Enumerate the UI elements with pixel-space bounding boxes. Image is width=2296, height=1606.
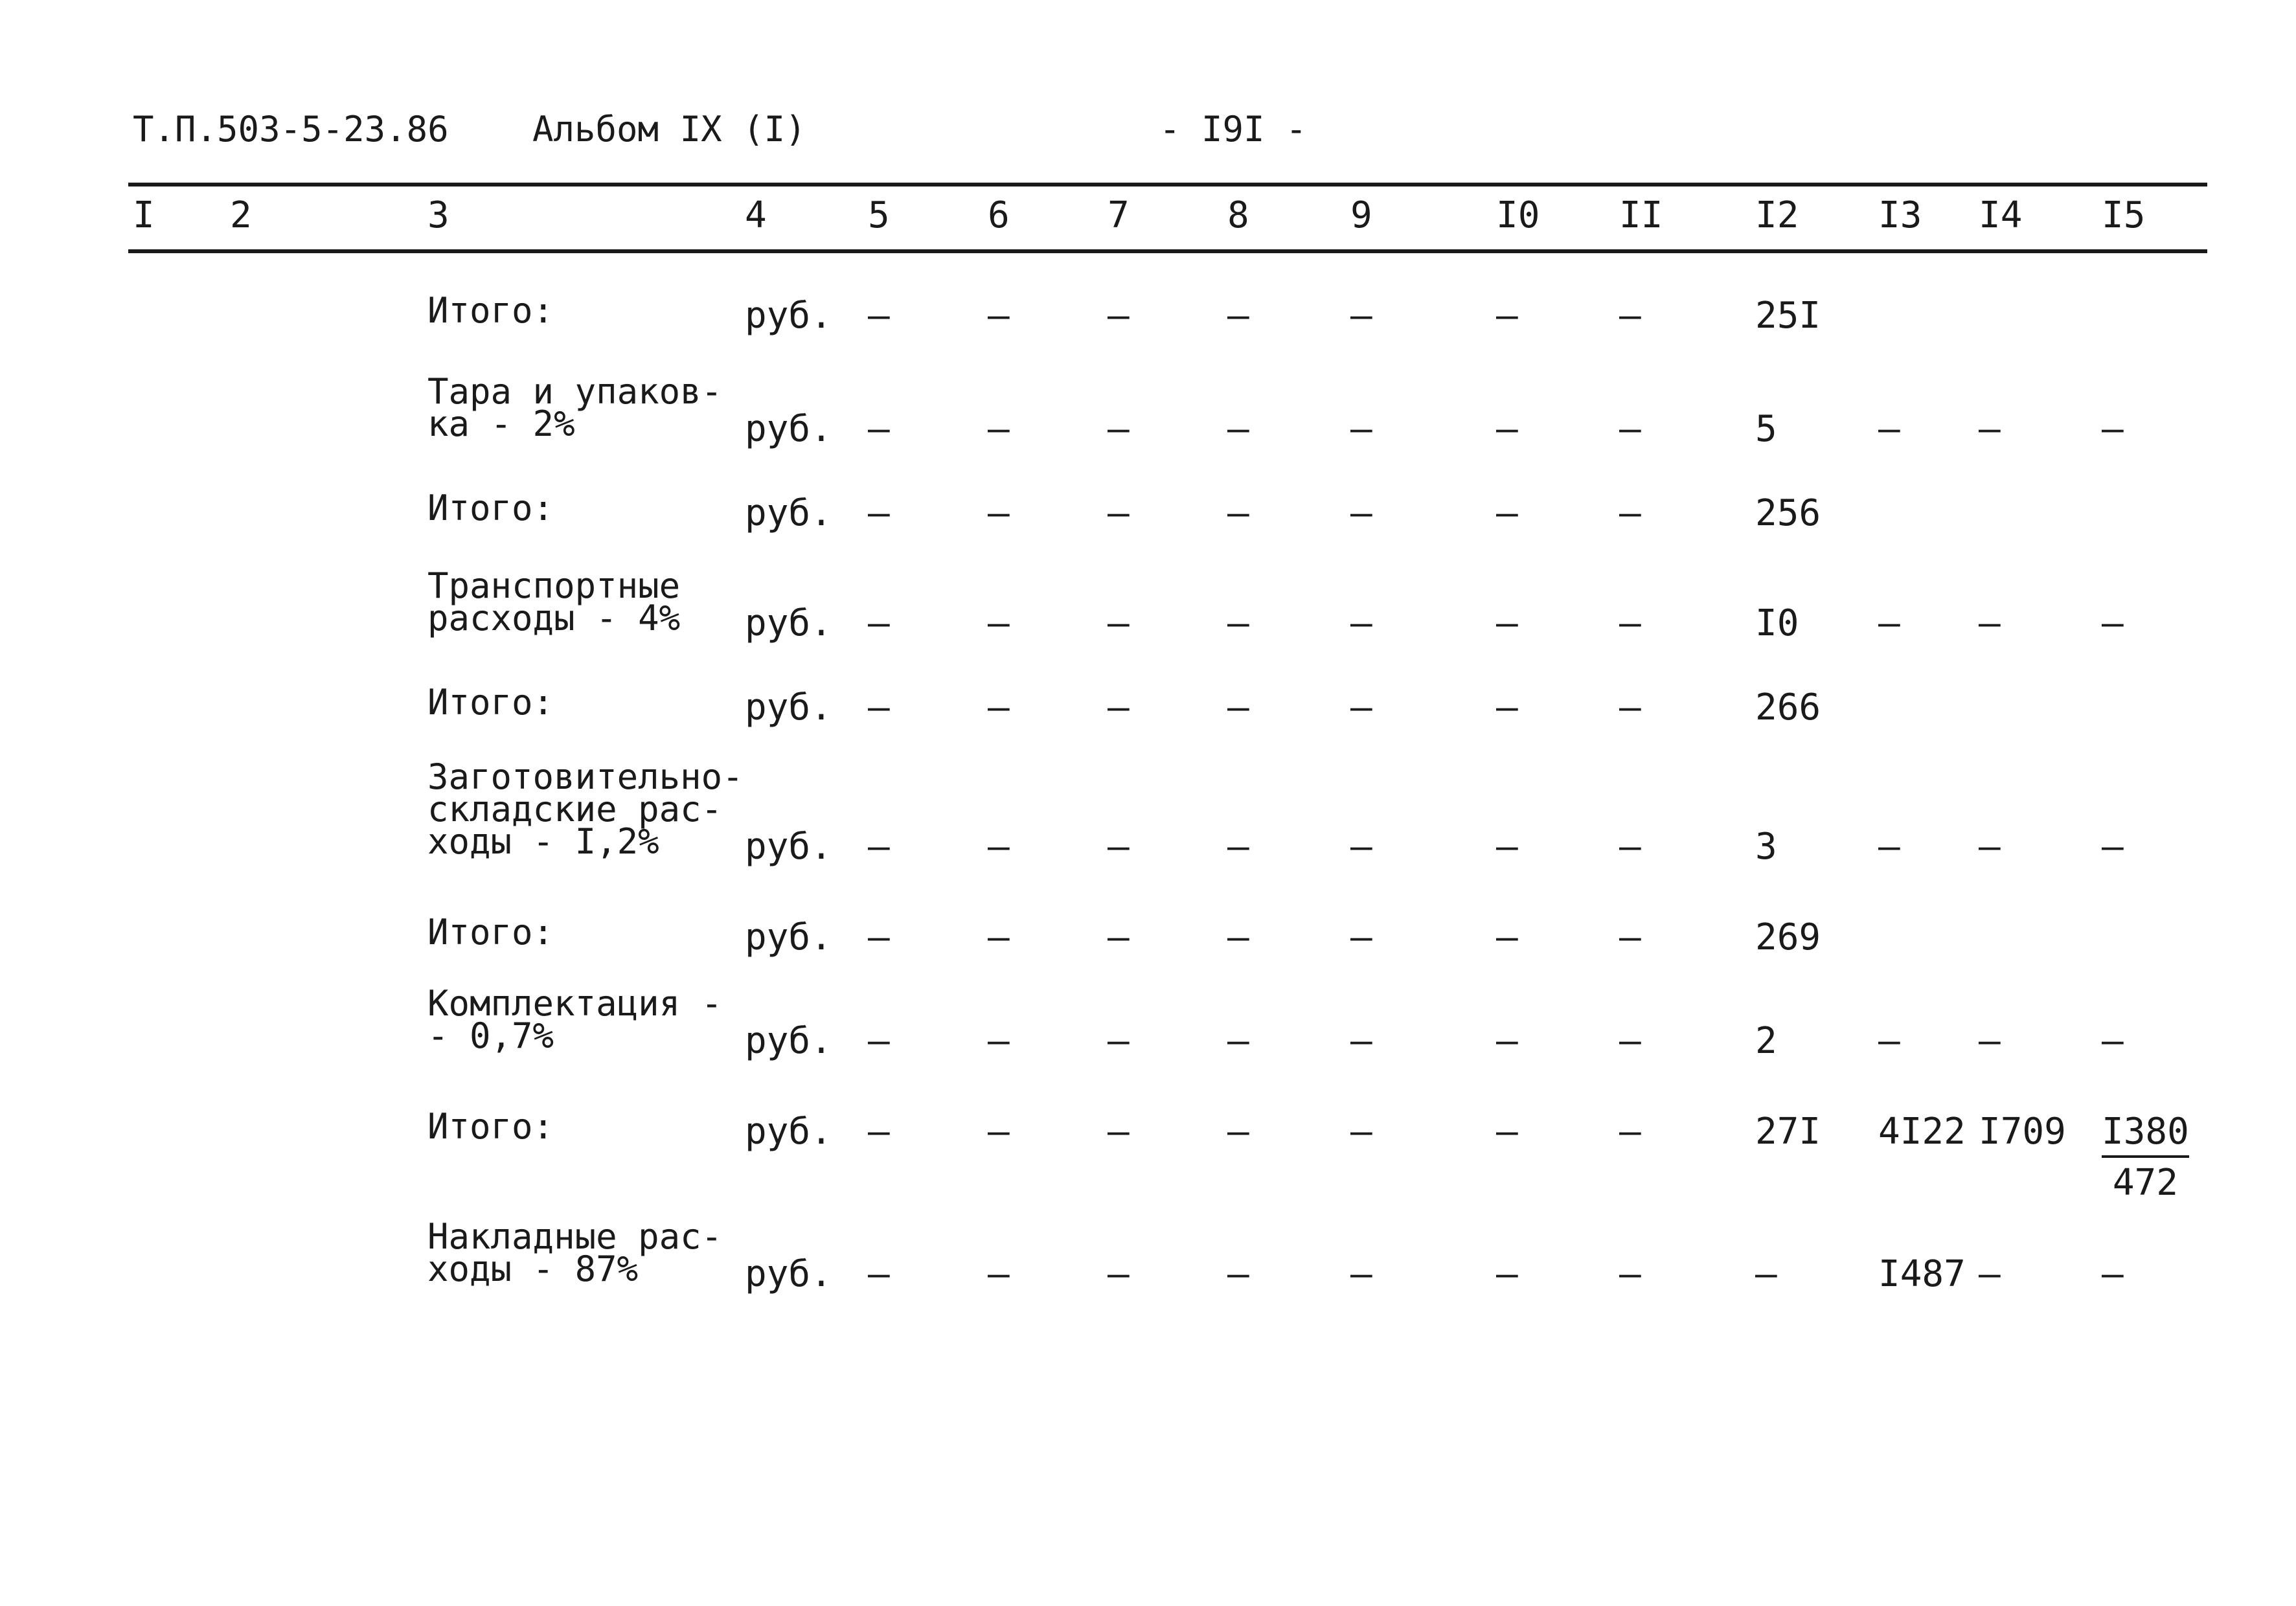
- cell-col-6: –: [988, 1020, 1010, 1062]
- cell-col-15: –: [2102, 1020, 2124, 1062]
- cell-col-11: –: [1619, 492, 1641, 534]
- cell-col-15: –: [2102, 602, 2124, 644]
- cell-col-7: –: [1108, 1111, 1130, 1153]
- cell-col-12: 5: [1755, 408, 1777, 450]
- cell-col-10: –: [1496, 1111, 1518, 1153]
- cell-col-7: –: [1108, 492, 1130, 534]
- cell-col-10: –: [1496, 686, 1518, 729]
- cell-col-11: –: [1619, 686, 1641, 729]
- document-code: Т.П.503-5-23.86: [133, 109, 449, 150]
- cell-col-7: –: [1108, 826, 1130, 868]
- cell-col-13: I487: [1878, 1253, 1966, 1295]
- cell-col-15: –: [2102, 408, 2124, 450]
- row-description: Заготовительно- складские рас- ходы - I,2%: [427, 756, 744, 862]
- column-number-12: I2: [1755, 194, 1799, 236]
- unit-cell: руб.: [745, 1111, 832, 1153]
- cell-col-6: –: [988, 408, 1010, 450]
- fraction-denominator: 472: [2112, 1162, 2178, 1204]
- cell-col-14: –: [1979, 1020, 2001, 1062]
- cell-col-6: –: [988, 602, 1010, 644]
- cell-col-13: –: [1878, 1020, 1900, 1062]
- column-number-5: 5: [868, 194, 890, 236]
- cell-col-8: –: [1227, 408, 1249, 450]
- unit-cell: руб.: [745, 295, 832, 337]
- column-number-10: I0: [1496, 194, 1540, 236]
- cell-col-9: –: [1350, 602, 1372, 644]
- cell-col-9: –: [1350, 408, 1372, 450]
- row-description: Итого:: [427, 488, 554, 528]
- cell-col-15: –: [2102, 1253, 2124, 1295]
- cell-col-10: –: [1496, 1253, 1518, 1295]
- row-description: Тара и упаков- ка - 2%: [427, 371, 723, 444]
- row-description: Итого:: [427, 290, 554, 331]
- page-number: - I9I -: [1159, 109, 1307, 150]
- cell-col-8: –: [1227, 1111, 1249, 1153]
- unit-cell: руб.: [745, 686, 832, 729]
- cell-col-14: –: [1979, 1253, 2001, 1295]
- cell-col-6: –: [988, 686, 1010, 729]
- cell-col-5: –: [868, 492, 890, 534]
- cell-col-13: 4I22: [1878, 1111, 1966, 1153]
- cell-col-6: –: [988, 916, 1010, 958]
- cell-col-6: –: [988, 826, 1010, 868]
- row-description: Накладные рас- ходы - 87%: [427, 1216, 723, 1289]
- cell-col-14: –: [1979, 408, 2001, 450]
- cell-col-12: 266: [1755, 686, 1821, 729]
- cell-col-7: –: [1108, 408, 1130, 450]
- row-description: Комплектация - - 0,7%: [427, 983, 723, 1056]
- column-number-2: 2: [230, 194, 252, 236]
- table-top-rule: [128, 183, 2207, 187]
- column-number-1: I: [133, 194, 155, 236]
- unit-cell: руб.: [745, 826, 832, 868]
- unit-cell: руб.: [745, 1253, 832, 1295]
- album-label: Альбом IX (I): [532, 109, 806, 150]
- unit-cell: руб.: [745, 916, 832, 958]
- cell-col-12: 27I: [1755, 1111, 1821, 1153]
- cell-col-11: –: [1619, 826, 1641, 868]
- cell-col-14: –: [1979, 826, 2001, 868]
- unit-cell: руб.: [745, 602, 832, 644]
- cell-col-5: –: [868, 1253, 890, 1295]
- cell-col-7: –: [1108, 602, 1130, 644]
- cell-col-8: –: [1227, 492, 1249, 534]
- cell-col-12: 269: [1755, 916, 1821, 958]
- column-number-6: 6: [988, 194, 1010, 236]
- cell-col-13: –: [1878, 408, 1900, 450]
- column-number-13: I3: [1878, 194, 1922, 236]
- cell-col-5: –: [868, 602, 890, 644]
- fraction-numerator: I380: [2102, 1111, 2189, 1158]
- cell-col-8: –: [1227, 686, 1249, 729]
- cell-col-12: 25I: [1755, 295, 1821, 337]
- cell-col-9: –: [1350, 295, 1372, 337]
- cell-col-11: –: [1619, 602, 1641, 644]
- cell-col-8: –: [1227, 826, 1249, 868]
- cell-col-13: –: [1878, 602, 1900, 644]
- cell-col-7: –: [1108, 916, 1130, 958]
- row-description: Транспортные расходы - 4%: [427, 565, 681, 639]
- cell-col-10: –: [1496, 916, 1518, 958]
- cell-col-7: –: [1108, 1020, 1130, 1062]
- cell-col-8: –: [1227, 295, 1249, 337]
- row-description: Итого:: [427, 1106, 554, 1147]
- cell-col-12: 3: [1755, 826, 1777, 868]
- cell-col-11: –: [1619, 1020, 1641, 1062]
- cell-col-14: I709: [1979, 1111, 2066, 1153]
- column-number-4: 4: [745, 194, 767, 236]
- cell-col-6: –: [988, 1111, 1010, 1153]
- cell-col-5: –: [868, 1111, 890, 1153]
- cell-col-10: –: [1496, 826, 1518, 868]
- cell-col-6: –: [988, 492, 1010, 534]
- cell-col-12: –: [1755, 1253, 1777, 1295]
- cell-col-6: –: [988, 1253, 1010, 1295]
- cell-col-5: –: [868, 1020, 890, 1062]
- cell-col-5: –: [868, 295, 890, 337]
- cell-col-9: –: [1350, 1111, 1372, 1153]
- cell-col-11: –: [1619, 1111, 1641, 1153]
- cell-col-9: –: [1350, 492, 1372, 534]
- header-bottom-rule: [128, 249, 2207, 253]
- cell-col-12: I0: [1755, 602, 1799, 644]
- column-number-11: II: [1619, 194, 1663, 236]
- column-number-15: I5: [2102, 194, 2146, 236]
- cell-col-8: –: [1227, 916, 1249, 958]
- unit-cell: руб.: [745, 408, 832, 450]
- cell-col-10: –: [1496, 408, 1518, 450]
- column-number-7: 7: [1108, 194, 1130, 236]
- cell-col-5: –: [868, 916, 890, 958]
- column-number-14: I4: [1979, 194, 2023, 236]
- cell-col-13: –: [1878, 826, 1900, 868]
- cell-col-7: –: [1108, 295, 1130, 337]
- cell-col-6: –: [988, 295, 1010, 337]
- cell-col-5: –: [868, 826, 890, 868]
- cell-col-9: –: [1350, 686, 1372, 729]
- cell-col-9: –: [1350, 826, 1372, 868]
- cell-col-14: –: [1979, 602, 2001, 644]
- fraction-cell-col-15: [2102, 1111, 2189, 1204]
- cell-col-5: –: [868, 408, 890, 450]
- cell-col-9: –: [1350, 1020, 1372, 1062]
- column-number-9: 9: [1350, 194, 1372, 236]
- cell-col-15: –: [2102, 826, 2124, 868]
- cell-col-11: –: [1619, 408, 1641, 450]
- cell-col-10: –: [1496, 492, 1518, 534]
- cell-col-12: 256: [1755, 492, 1821, 534]
- cell-col-12: 2: [1755, 1020, 1777, 1062]
- cell-col-9: –: [1350, 916, 1372, 958]
- cell-col-11: –: [1619, 295, 1641, 337]
- row-description: Итого:: [427, 682, 554, 723]
- column-number-3: 3: [427, 194, 449, 236]
- cell-col-10: –: [1496, 602, 1518, 644]
- cell-col-5: –: [868, 686, 890, 729]
- cell-col-8: –: [1227, 1253, 1249, 1295]
- column-number-8: 8: [1227, 194, 1249, 236]
- unit-cell: руб.: [745, 1020, 832, 1062]
- cell-col-10: –: [1496, 1020, 1518, 1062]
- cell-col-8: –: [1227, 602, 1249, 644]
- cell-col-11: –: [1619, 1253, 1641, 1295]
- cell-col-9: –: [1350, 1253, 1372, 1295]
- unit-cell: руб.: [745, 492, 832, 534]
- cell-col-8: –: [1227, 1020, 1249, 1062]
- cell-col-10: –: [1496, 295, 1518, 337]
- cell-col-7: –: [1108, 1253, 1130, 1295]
- cell-col-11: –: [1619, 916, 1641, 958]
- cell-col-7: –: [1108, 686, 1130, 729]
- row-description: Итого:: [427, 912, 554, 953]
